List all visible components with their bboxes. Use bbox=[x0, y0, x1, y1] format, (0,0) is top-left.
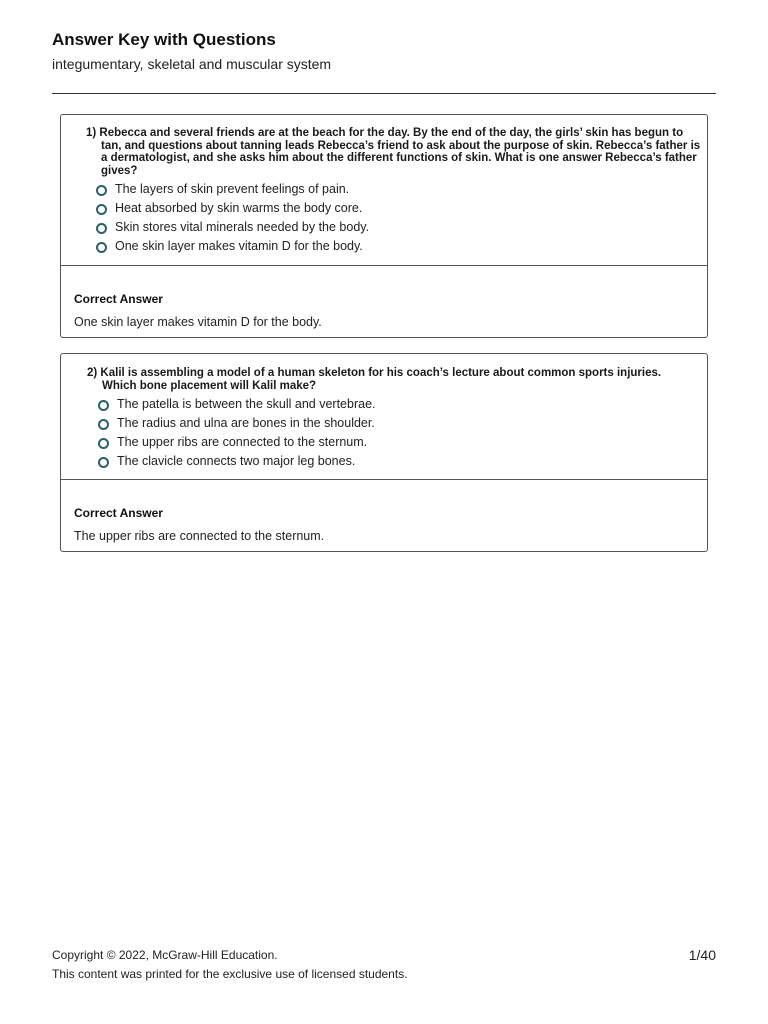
header-divider bbox=[52, 93, 716, 94]
radio-button-icon[interactable] bbox=[96, 242, 107, 253]
radio-button-icon[interactable] bbox=[98, 400, 109, 411]
answer-card-1 bbox=[60, 265, 708, 338]
radio-button-icon[interactable] bbox=[98, 438, 109, 449]
option-label: Heat absorbed by skin warms the body core. bbox=[115, 200, 363, 215]
document-subtitle: integumentary, skeletal and muscular system bbox=[52, 56, 332, 72]
option-1b[interactable] bbox=[96, 198, 707, 217]
document-title: Answer Key with Questions bbox=[52, 30, 276, 49]
correct-answer-text-2: The upper ribs are connected to the sternum. bbox=[74, 529, 325, 543]
options-list-1 bbox=[96, 179, 707, 255]
option-label: The clavicle connects two major leg bones. bbox=[117, 453, 356, 468]
option-1a[interactable] bbox=[96, 179, 707, 198]
answer-card-2 bbox=[60, 479, 708, 552]
correct-answer-label-2: Correct Answer bbox=[74, 506, 163, 520]
option-1c[interactable] bbox=[96, 217, 707, 236]
radio-button-icon[interactable] bbox=[98, 457, 109, 468]
footer-license-notice: This content was printed for the exclusive use of licensed students. bbox=[52, 967, 408, 981]
question-text-2: 2) Kalil is assembling a model of a human skeleton for his coach’s lecture about common sports injuries. Which bone placement will Kalil make? bbox=[87, 367, 662, 392]
option-label: One skin layer makes vitamin D for the body. bbox=[115, 238, 363, 253]
option-2a[interactable] bbox=[98, 394, 707, 413]
radio-button-icon[interactable] bbox=[96, 185, 107, 196]
option-label: The upper ribs are connected to the sternum. bbox=[117, 434, 368, 449]
option-1d[interactable] bbox=[96, 236, 707, 255]
question-card-2 bbox=[60, 353, 708, 480]
option-label: Skin stores vital minerals needed by the body. bbox=[115, 219, 370, 234]
option-2d[interactable] bbox=[98, 451, 707, 470]
option-2b[interactable] bbox=[98, 413, 707, 432]
correct-answer-text-1: One skin layer makes vitamin D for the body. bbox=[74, 315, 322, 329]
radio-button-icon[interactable] bbox=[96, 204, 107, 215]
option-label: The layers of skin prevent feelings of pain. bbox=[115, 181, 350, 196]
question-text-1: 1) Rebecca and several friends are at the beach for the day. By the end of the day, the girls’ skin has begun to tan, and questions about tanning leads Rebecca’s friend to ask about the purpose of skin. Rebecca’s father is a dermatologist, and she asks him about the different functions of skin. What is one answer Rebecca’s father gives? bbox=[86, 127, 701, 177]
radio-button-icon[interactable] bbox=[96, 223, 107, 234]
option-label: The radius and ulna are bones in the shoulder. bbox=[117, 415, 375, 430]
option-label: The patella is between the skull and vertebrae. bbox=[117, 396, 376, 411]
footer-copyright: Copyright © 2022, McGraw-Hill Education. bbox=[52, 948, 278, 962]
page-number: 1/40 bbox=[688, 947, 716, 963]
option-2c[interactable] bbox=[98, 432, 707, 451]
correct-answer-label-1: Correct Answer bbox=[74, 292, 163, 306]
radio-button-icon[interactable] bbox=[98, 419, 109, 430]
question-card-1 bbox=[60, 114, 708, 266]
options-list-2 bbox=[98, 394, 707, 470]
